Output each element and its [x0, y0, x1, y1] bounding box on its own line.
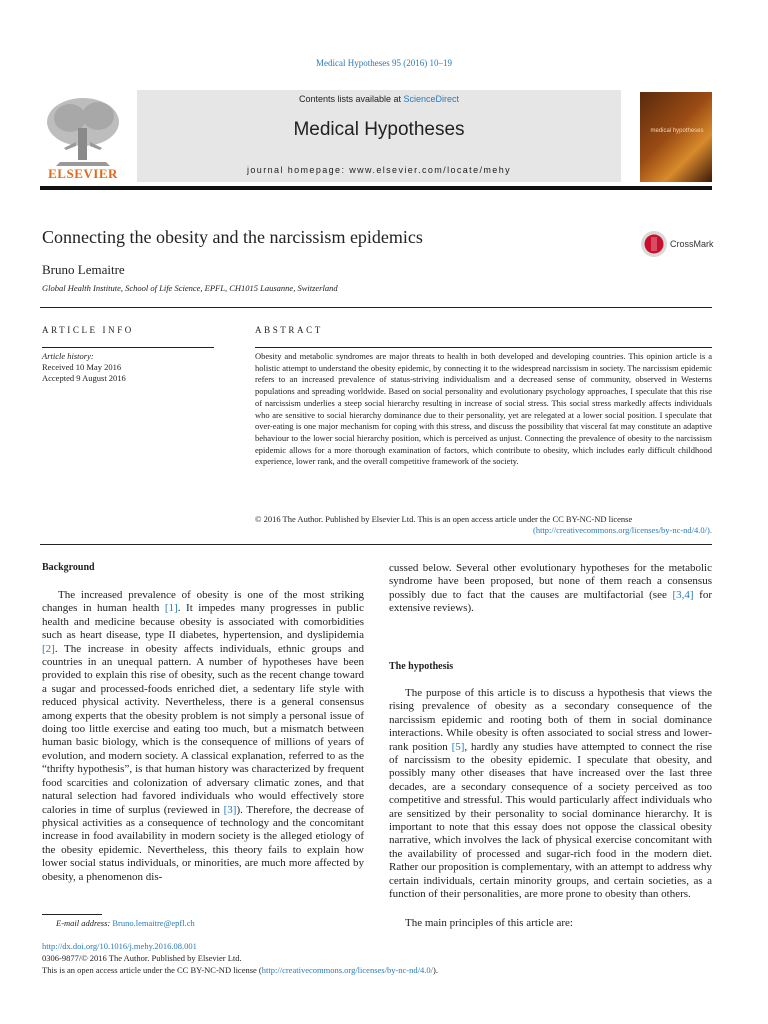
citation-link[interactable]: [1]: [164, 602, 178, 615]
article-title: Connecting the obesity and the narcissism epidemics: [42, 227, 423, 247]
citation-link[interactable]: [3,4]: [672, 588, 694, 601]
article-info-heading: ARTICLE INFO: [42, 325, 134, 335]
license-prefix: This is an open access article under the CC BY-NC-ND license (: [42, 965, 262, 975]
citation-link[interactable]: [3]: [223, 803, 237, 816]
background-text: ). Therefore, the decrease of physical activities as a consequence of technology and the concomitant increase in food availability in modern society is the alleged etiology of the obesity epidemic. Nevertheless, this theory fails to explain how lower social status individuals, or minorities, are much more affected by obesity, a phenomenon dis-: [42, 803, 364, 883]
contents-prefix: Contents lists available at: [298, 94, 404, 104]
issn-copyright: 0306-9877/© 2016 The Author. Published by Elsevier Ltd.: [42, 953, 242, 963]
background-text: . The increase in obesity affects individuals, ethnic groups and countries in an unequal pattern. A number of hypotheses have been provided to explain this rise of obesity, such as the recent change toward a sugar and processed-foods enriched diet, a sedentary life style with reduced physical activity. Nevertheless, there is a general consensus among experts that the obesity problem is not simply a personal issue of doing too little exercise and eating too much, but a mismatch between human basic biology, which is the consequence of millions of years of evolution, and modern society. A classical explanation, referred to as the “thrifty hypothesis”, is that human history was characterized by frequent food scarcities and colonization of adversary climatic zones, and that natural selection had favored individuals who would effectively store calories in time of surplus (reviewed in: [42, 642, 364, 816]
elsevier-wordmark: ELSEVIER: [48, 166, 118, 181]
article-history-label: Article history:: [42, 351, 94, 361]
abstract-text: Obesity and metabolic syndromes are major threats to health in both developed and developing countries. This opinion article is a holistic attempt to understand the obesity epidemic, by connecting it to the widespread narcissism in society. The narcissism epidemic refers to an increased prevalence of status-striving individualism and a decreased sense of community, observed in Westerns populations and spreading worldwide. Based on social personality and evolutionary psychology approaches, I speculate that this rise of narcissism underlies a steep social hierarchy resulting in increase of social stress. This social stress markedly affects individuals who are sensitive to social hierarchy dominance due to their personality, yet are relegated at a lower social position. I speculate that over-eating is one major mechanism for coping with this stress, and discuss the possibility that visceral fat may constitute an adaptive behaviour to the lower social hierarchy position, which is perceived as unjust. Connecting the prevalence of obesity to the narcissism epidemic allows for a more thorough examination of factors, which contribute to obesity, which includes early difficult childhood experience, lower rank, and the overall competitive framework of the society.: [255, 351, 712, 467]
journal-reference[interactable]: Medical Hypotheses 95 (2016) 10–19: [316, 58, 452, 68]
abstract-rule: [255, 347, 712, 348]
section-rule: [40, 307, 712, 308]
journal-cover-image[interactable]: [640, 92, 712, 182]
principles-text: The main principles of this article are:: [405, 917, 573, 929]
background-text: . It impedes many progresses in public health and medicine because obesity is associated with comorbidities such as heart disease, type II diabetes, hypertension, and dyslipidemia: [42, 602, 364, 642]
abstract-heading: ABSTRACT: [255, 325, 323, 335]
crossmark-badge[interactable]: [640, 230, 720, 258]
citation-link[interactable]: [5]: [451, 740, 465, 753]
journal-title: Medical Hypotheses: [293, 119, 465, 140]
journal-homepage[interactable]: journal homepage: www.elsevier.com/locate/mehy: [247, 165, 511, 175]
author-affiliation: Global Health Institute, School of Life Science, EPFL, CH1015 Lausanne, Switzerland: [42, 283, 338, 293]
section-rule: [40, 544, 712, 545]
footer-license: [42, 965, 438, 975]
contents-line: [137, 94, 621, 104]
background-continuation: [389, 562, 712, 616]
abstract-license-link[interactable]: (http://creativecommons.org/licenses/by-nc-nd/4.0/).: [532, 525, 712, 535]
email-label: E-mail address:: [56, 918, 113, 928]
hypothesis-paragraph: [389, 687, 712, 902]
header-rule: [40, 186, 712, 190]
license-link[interactable]: http://creativecommons.org/licenses/by-nc-nd/4.0/: [261, 965, 433, 975]
background-paragraph: [42, 589, 364, 884]
accepted-date: Accepted 9 August 2016: [42, 373, 126, 383]
author-name: Bruno Lemaitre: [42, 262, 125, 277]
citation-link[interactable]: [2]: [42, 642, 55, 655]
license-suffix: ).: [433, 965, 438, 975]
abstract-copyright: © 2016 The Author. Published by Elsevier Ltd. This is an open access article under the CC BY-NC-ND license: [255, 514, 633, 524]
hypothesis-heading: The hypothesis: [389, 661, 454, 672]
principles-intro: [389, 917, 712, 930]
footnote-rule: [42, 914, 102, 915]
crossmark-icon: [640, 230, 668, 258]
background-text: cussed below. Several other evolutionary hypotheses for the metabolic syndrome have been proposed, but none of them reach a consensus possibly due to fact that the causes are multifactorial (see: [389, 562, 712, 601]
email-link[interactable]: Bruno.lemaitre@epfl.ch: [112, 918, 195, 928]
hypothesis-text: , hardly any studies have attempted to connect the rise of narcissism to the obesity epidemic. I speculate that obesity, and possibly many other diseases that have increased over the last three decades, are a secondary consequence of a society perceived as too competitive and stressful. This would particularly affect individuals who are sensitized by their personality to social dominance hierarchy. It is important to note that this essay does not oppose the classical obesity narrative, which involves the lack of physical exercise concomitant with the availability of processed and sugar-rich food in the modern diet. Rather our proposition is complementary, with an attempt to address why certain individuals, certain minority groups, and certain societies, as a function of their personalities, are more prone to obesity than others.: [389, 740, 712, 901]
article-info-rule: [42, 347, 214, 348]
footnote-email: [56, 918, 195, 928]
background-heading: Background: [42, 562, 95, 573]
background-text: The increased prevalence of obesity is one of the most striking changes in human health: [42, 589, 364, 615]
journal-cover-title: medical hypotheses: [650, 128, 704, 134]
crossmark-label: CrossMark: [670, 239, 714, 249]
hypothesis-text: The purpose of this article is to discuss a hypothesis that views the rising prevalence of obesity as a secondary consequence of the narcissism epidemic and rooting both of them in social dominance interactions. While obesity is often associated to social stress and lower-rank position: [389, 687, 712, 753]
sciencedirect-link[interactable]: ScienceDirect: [403, 94, 460, 104]
doi-link[interactable]: http://dx.doi.org/10.1016/j.mehy.2016.08.001: [42, 941, 197, 951]
received-date: Received 10 May 2016: [42, 362, 122, 372]
background-text: for extensive reviews).: [389, 588, 712, 615]
